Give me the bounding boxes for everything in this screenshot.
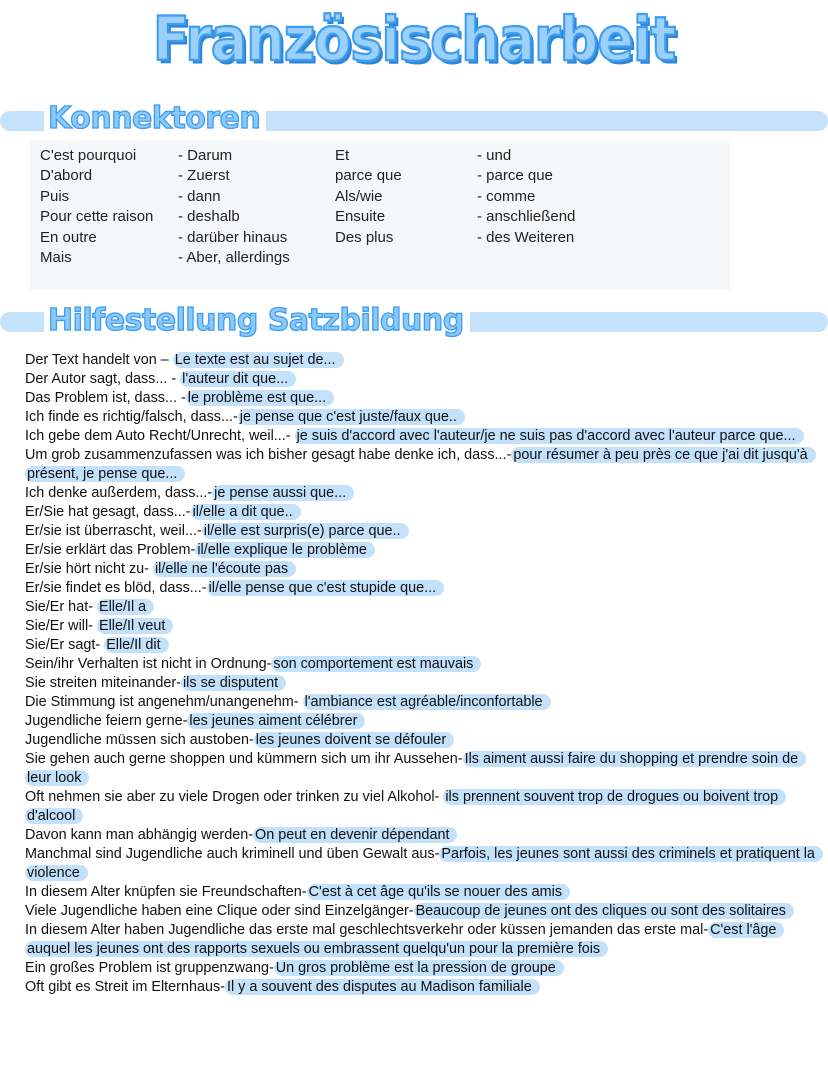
phrase-german: Die Stimmung ist angenehm/unangenehm- <box>25 694 303 710</box>
connector-item: Puis <box>40 187 70 205</box>
connector-item: Des plus <box>335 228 394 246</box>
phrase-list <box>25 351 815 997</box>
phrase-german: Ich finde es richtig/falsch, dass...- <box>25 409 238 425</box>
phrase-french-highlight: je suis d'accord avec l'auteur/je ne suis pas d'accord avec l'auteur parce que... <box>295 428 804 444</box>
phrase-item <box>25 636 815 655</box>
phrase-german: Der Autor sagt, dass... - <box>25 371 181 387</box>
phrase-german: Sie/Er will- <box>25 618 97 634</box>
phrase-french-highlight: ils se disputent <box>181 675 286 691</box>
phrase-item <box>25 579 815 598</box>
phrase-german: Um grob zusammenzufassen was ich bisher gesagt habe denke ich, dass...- <box>25 447 512 463</box>
phrase-french-highlight: l'ambiance est agréable/inconfortable <box>303 694 551 710</box>
phrase-item <box>25 484 815 503</box>
connectors-right-german <box>477 146 575 248</box>
phrase-german: Viele Jugendliche haben eine Clique oder sind Einzelgänger- <box>25 903 414 919</box>
phrase-german: In diesem Alter knüpfen sie Freundschaften- <box>25 884 307 900</box>
phrase-french-highlight: C'est l'âge auquel les jeunes ont des rapports sexuels ou embrassent quelqu'un pour la première fois <box>25 922 784 957</box>
phrase-item <box>25 978 815 997</box>
phrase-german: Er/sie erklärt das Problem- <box>25 542 196 558</box>
phrase-item <box>25 370 815 389</box>
phrase-french-highlight: Parfois, les jeunes sont aussi des criminels et pratiquent la violence <box>25 846 823 881</box>
phrase-french-highlight: Le texte est au sujet de... <box>173 352 344 368</box>
phrase-french-highlight: Elle/Il a <box>97 599 154 615</box>
phrase-item <box>25 674 815 693</box>
phrase-german: Sie gehen auch gerne shoppen und kümmern sich um ihr Aussehen- <box>25 751 463 767</box>
phrase-item <box>25 788 815 826</box>
phrase-german: Er/Sie hat gesagt, dass...- <box>25 504 191 520</box>
phrase-german: Ein großes Problem ist gruppenzwang- <box>25 960 274 976</box>
phrase-french-highlight: Un gros problème est la pression de groupe <box>274 960 564 976</box>
connector-item: - parce que <box>477 167 553 185</box>
connector-item: - des Weiteren <box>477 228 575 246</box>
phrase-german: Er/sie ist überrascht, weil...- <box>25 523 202 539</box>
phrase-german: Der Text handelt von – <box>25 352 173 368</box>
phrase-french-highlight: je pense aussi que... <box>212 485 354 501</box>
phrase-french-highlight: Elle/Il dit <box>104 637 168 653</box>
phrase-item <box>25 389 815 408</box>
connector-item: En outre <box>40 228 97 246</box>
phrase-french-highlight: les jeunes doivent se défouler <box>254 732 454 748</box>
phrase-item <box>25 655 815 674</box>
phrase-french-highlight: je pense que c'est juste/faux que.. <box>238 409 465 425</box>
phrase-german: Oft gibt es Streit im Elternhaus- <box>25 979 225 995</box>
phrase-german: Sie/Er hat- <box>25 599 97 615</box>
phrase-french-highlight: son comportement est mauvais <box>271 656 481 672</box>
connector-item: - darüber hinaus <box>178 228 288 246</box>
connector-item: - Zuerst <box>178 167 230 185</box>
phrase-item <box>25 598 815 617</box>
connectors-left-german <box>178 146 290 268</box>
phrase-german: Sie streiten miteinander- <box>25 675 181 691</box>
phrase-item <box>25 693 815 712</box>
phrase-item <box>25 959 815 978</box>
phrase-item <box>25 921 815 959</box>
phrase-french-highlight: il/elle explique le problème <box>195 542 375 558</box>
connector-item: Pour cette raison <box>40 208 154 226</box>
connector-item: Et <box>335 147 350 164</box>
phrase-french-highlight: Ils aiment aussi faire du shopping et prendre soin de leur look <box>25 751 806 786</box>
phrase-german: Das Problem ist, dass... - <box>25 390 186 406</box>
connectors-right-french <box>335 146 402 248</box>
connector-item: - Aber, allerdings <box>178 249 290 267</box>
connector-item: - Darum <box>178 147 233 164</box>
phrase-french-highlight: il/elle est surpris(e) parce que.. <box>202 523 409 539</box>
phrase-french-highlight: pour résumer à peu près ce que j'ai dit jusqu'à présent, je pense que... <box>25 447 816 482</box>
connector-item: - und <box>477 147 512 164</box>
connector-item: - deshalb <box>178 208 240 226</box>
phrase-german: Sein/ihr Verhalten ist nicht in Ordnung- <box>25 656 272 672</box>
phrase-item <box>25 351 815 370</box>
phrase-item <box>25 427 815 446</box>
phrase-item <box>25 503 815 522</box>
phrase-german: Er/sie hört nicht zu- <box>25 561 153 577</box>
phrase-german: Sie/Er sagt- <box>25 637 105 653</box>
connector-item: Als/wie <box>335 187 383 205</box>
phrase-german: Manchmal sind Jugendliche auch kriminell und üben Gewalt aus- <box>25 846 440 862</box>
phrase-french-highlight: ils prennent souvent trop de drogues ou boivent trop d'alcool <box>25 789 786 824</box>
connector-item: Ensuite <box>335 208 386 226</box>
phrase-german: Jugendliche müssen sich austoben- <box>25 732 254 748</box>
phrase-french-highlight: Elle/Il veut <box>97 618 173 634</box>
connector-item: Mais <box>40 249 72 267</box>
phrase-german: Er/sie findet es blöd, dass...- <box>25 580 207 596</box>
phrase-item <box>25 712 815 731</box>
phrase-item <box>25 826 815 845</box>
phrase-item <box>25 522 815 541</box>
phrase-item <box>25 408 815 427</box>
phrase-item <box>25 446 815 484</box>
phrase-german: Jugendliche feiern gerne- <box>25 713 188 729</box>
phrase-french-highlight: l'auteur dit que... <box>180 371 296 387</box>
phrase-french-highlight: les jeunes aiment célébrer <box>187 713 365 729</box>
phrase-french-highlight: il/elle ne l'écoute pas <box>153 561 296 577</box>
phrase-item <box>25 902 815 921</box>
phrase-french-highlight: On peut en devenir dépendant <box>253 827 457 843</box>
phrase-french-highlight: C'est à cet âge qu'ils se nouer des amis <box>307 884 570 900</box>
phrase-french-highlight: il/elle pense que c'est stupide que... <box>207 580 445 596</box>
connectors-left-french <box>40 146 153 268</box>
connector-item: C'est pourquoi <box>40 147 137 164</box>
phrase-item <box>25 731 815 750</box>
phrase-item <box>25 560 815 579</box>
connector-item: - anschließend <box>477 208 576 226</box>
phrase-german: Oft nehmen sie aber zu viele Drogen oder trinken zu viel Alkohol- <box>25 789 444 805</box>
phrase-german: In diesem Alter haben Jugendliche das erste mal geschlechtsverkehr oder küssen jemanden das erste mal- <box>25 922 709 938</box>
phrase-item <box>25 617 815 636</box>
phrase-item <box>25 541 815 560</box>
connector-item: parce que <box>335 167 402 185</box>
phrase-item <box>25 883 815 902</box>
connectors-heading: Konnektoren <box>44 100 266 138</box>
phrase-german: Ich denke außerdem, dass...- <box>25 485 213 501</box>
page-title: Französischarbeit <box>152 4 676 75</box>
connector-item: D'abord <box>40 167 93 185</box>
phrase-french-highlight: Il y a souvent des disputes au Madison familiale <box>225 979 540 995</box>
phrase-french-highlight: le problème est que... <box>186 390 334 406</box>
connector-item: - comme <box>477 187 536 205</box>
phrase-french-highlight: Beaucoup de jeunes ont des cliques ou sont des solitaires <box>414 903 794 919</box>
sentence-help-heading: Hilfestellung Satzbildung <box>44 302 470 340</box>
phrase-french-highlight: il/elle a dit que.. <box>191 504 301 520</box>
phrase-german: Ich gebe dem Auto Recht/Unrecht, weil...- <box>25 428 295 444</box>
phrase-german: Davon kann man abhängig werden- <box>25 827 254 843</box>
phrase-item <box>25 750 815 788</box>
connector-item: - dann <box>178 187 221 205</box>
phrase-item <box>25 845 815 883</box>
